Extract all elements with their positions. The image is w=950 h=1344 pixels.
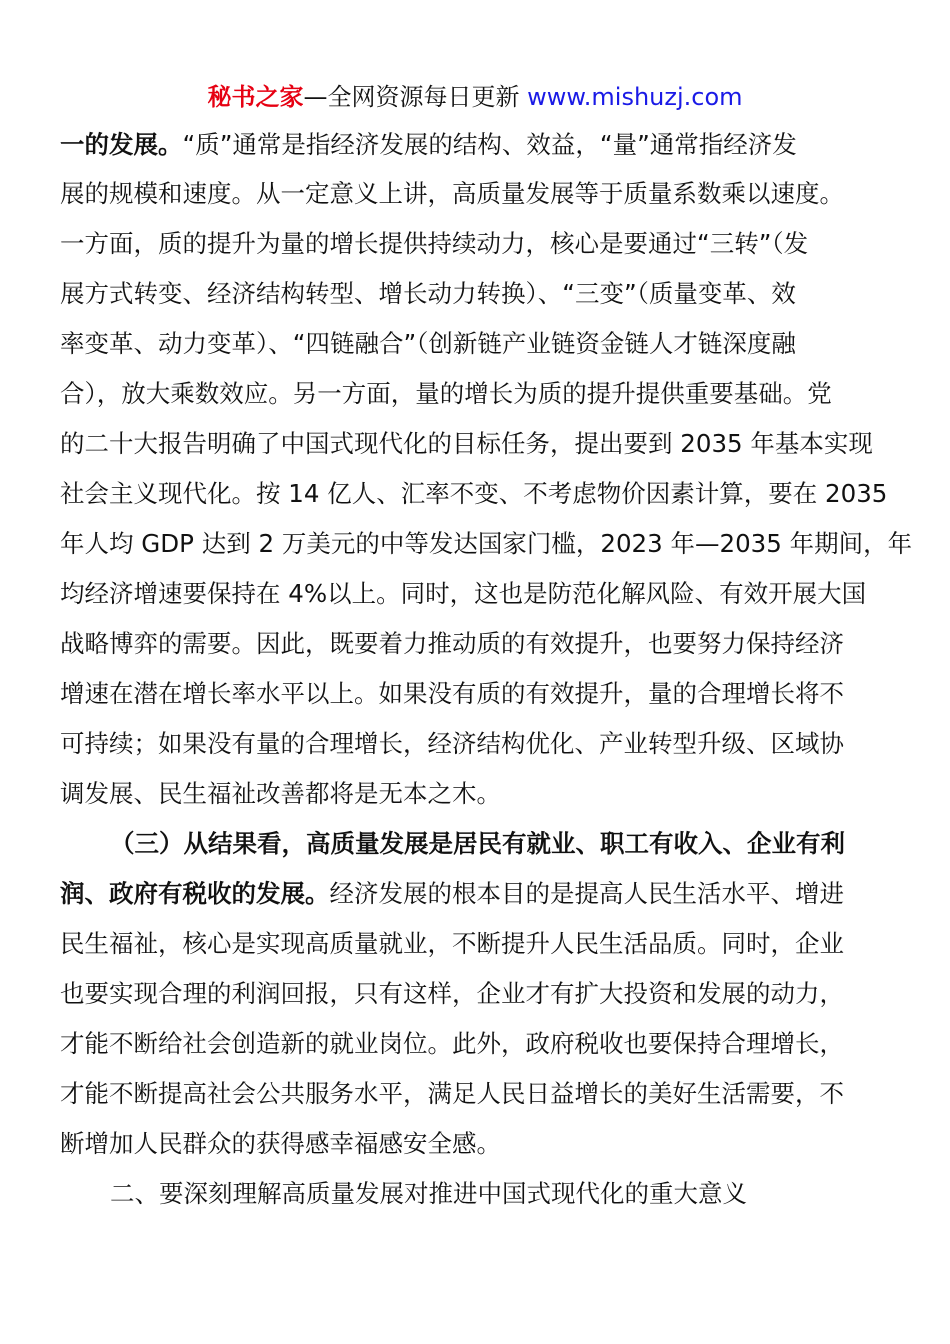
text-line: 也要实现合理的利润回报，只有这样，企业才有扩大投资和发展的动力， <box>60 979 844 1008</box>
text-line: 润、政府有税收的发展。经济发展的根本目的是提高人民生活水平、增进 <box>60 879 844 908</box>
text-line: 社会主义现代化。按 14 亿人、汇率不变、不考虑物价因素计算，要在 2035 <box>60 479 888 508</box>
text-line: 一方面，质的提升为量的增长提供持续动力，核心是要通过“三转”（发 <box>60 229 809 258</box>
text-line: 断增加人民群众的获得感幸福感安全感。 <box>60 1129 501 1158</box>
text-line: 展的规模和速度。从一定意义上讲，高质量发展等于质量系数乘以速度。 <box>60 179 844 208</box>
brand-name: 秘书之家 <box>207 83 304 111</box>
text-line: 展方式转变、经济结构转型、增长动力转换）、“三变”（质量变革、效 <box>60 279 796 308</box>
text-line: 增速在潜在增长率水平以上。如果没有质的有效提升，量的合理增长将不 <box>60 679 844 708</box>
bold-lead: 一的发展。 <box>60 130 183 159</box>
text-line: 民生福祉，核心是实现高质量就业，不断提升人民生活品质。同时，企业 <box>60 929 844 958</box>
text-line: 合），放大乘数效应。另一方面，量的增长为质的提升提供重要基础。党 <box>60 379 832 408</box>
text-line: 可持续；如果没有量的合理增长，经济结构优化、产业转型升级、区域协 <box>60 729 844 758</box>
section-heading: （三）从结果看，高质量发展是居民有就业、职工有收入、企业有利 <box>110 829 845 858</box>
text-line: 率变革、动力变革）、“四链融合”（创新链产业链资金链人才链深度融 <box>60 329 796 358</box>
text-line: 调发展、民生福祉改善都将是无本之木。 <box>60 779 501 808</box>
text-line: 才能不断给社会创造新的就业岗位。此外，政府税收也要保持合理增长， <box>60 1029 844 1058</box>
text-line: 均经济增速要保持在 4%以上。同时，这也是防范化解风险、有效开展大国 <box>60 579 867 608</box>
text-line: 年人均 GDP 达到 2 万美元的中等发达国家门槛，2023 年—2035 年期间，年 <box>60 529 913 558</box>
site-header <box>0 80 950 114</box>
text-line: 才能不断提高社会公共服务水平，满足人民日益增长的美好生活需要，不 <box>60 1079 844 1108</box>
site-url-link[interactable]: www.mishuzj.com <box>527 83 743 111</box>
text-line: 一的发展。“质”通常是指经济发展的结构、效益，“量”通常指经济发 <box>60 130 797 159</box>
text-line: 的二十大报告明确了中国式现代化的目标任务，提出要到 2035 年基本实现 <box>60 429 873 458</box>
text-line: 战略博弈的需要。因此，既要着力推动质的有效提升，也要努力保持经济 <box>60 629 844 658</box>
site-slogan: —全网资源每日更新 <box>303 83 528 111</box>
section-heading-cont: 润、政府有税收的发展。 <box>60 879 330 908</box>
chapter-heading: 二、要深刻理解高质量发展对推进中国式现代化的重大意义 <box>110 1179 747 1208</box>
